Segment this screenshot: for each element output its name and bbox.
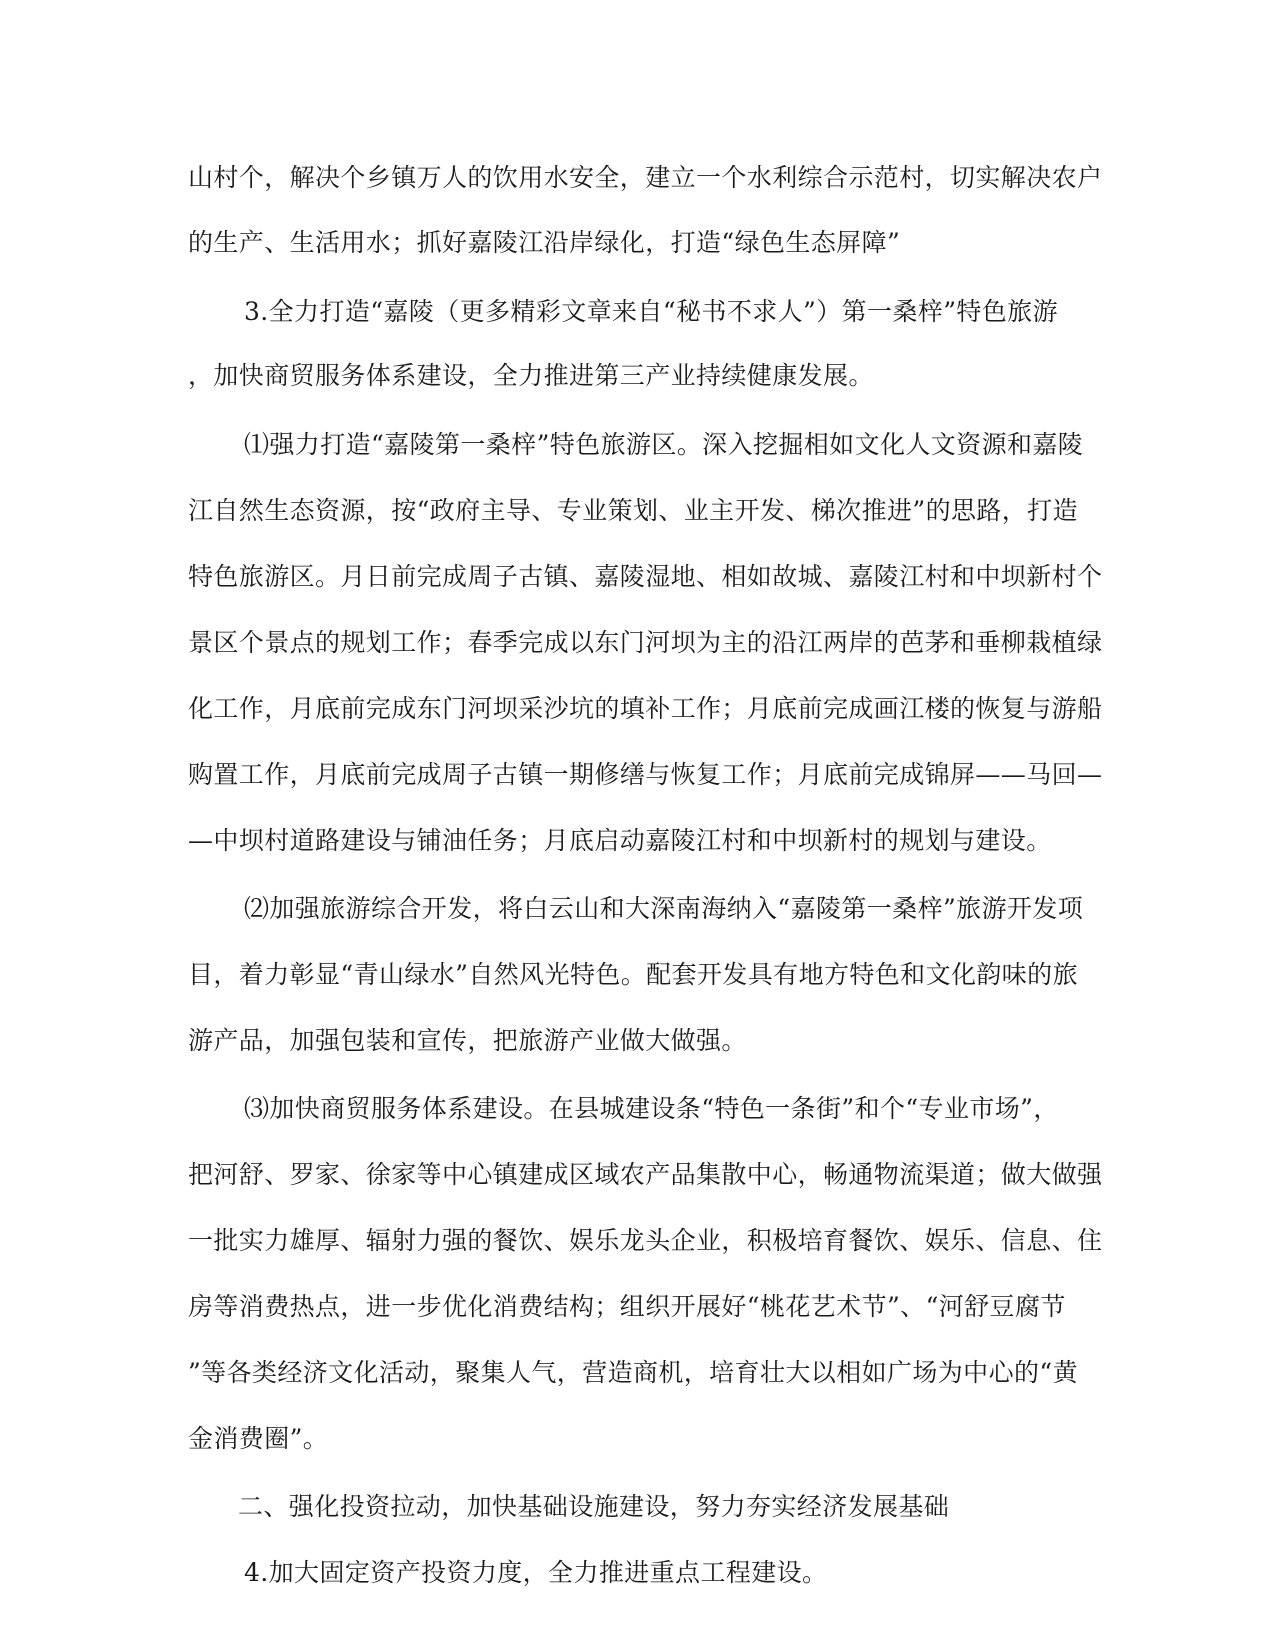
text-line: 景区个景点的规划工作；春季完成以东门河坝为主的沿江两岸的芭茅和垂柳栽植绿 [188,628,1103,657]
text-line: 江自然生态资源，按“政府主导、专业策划、业主开发、梯次推进”的思路，打造 [188,496,1078,525]
text-line: ”等各类经济文化活动，聚集人气，营造商机，培育壮大以相如广场为中心的“黄 [188,1358,1078,1387]
text-line: 购置工作，月底前完成周子古镇一期修缮与恢复工作；月底前完成锦屏——马回— [188,760,1103,789]
text-line: 游产品，加强包装和宣传，把旅游产业做大做强。 [188,1026,747,1055]
text-line: 化工作，月底前完成东门河坝采沙坑的填补工作；月底前完成画江楼的恢复与游船 [188,694,1103,723]
text-line: 一批实力雄厚、辐射力强的餐饮、娱乐龙头企业，积极培育餐饮、娱乐、信息、住 [188,1226,1103,1255]
text-line: ，加快商贸服务体系建设，全力推进第三产业持续健康发展。 [188,361,874,390]
text-line: 3.全力打造“嘉陵（更多精彩文章来自“秘书不求人”）第一桑梓”特色旅游 [244,297,1058,326]
text-line: 金消费圈”。 [188,1424,329,1453]
text-line: 特色旅游区。月日前完成周子古镇、嘉陵湿地、相如故城、嘉陵江村和中坝新村个 [188,562,1103,591]
text-line: —中坝村道路建设与铺油任务；月底启动嘉陵江村和中坝新村的规划与建设。 [188,826,1052,855]
text-line: ⑴强力打造“嘉陵第一桑梓”特色旅游区。深入挖掘相如文化人文资源和嘉陵 [244,430,1084,459]
text-line: 4.加大固定资产投资力度，全力推进重点工程建设。 [244,1558,828,1587]
text-line: ⑶加快商贸服务体系建设。在县城建设条“特色一条街”和个“专业市场”， [244,1094,1059,1123]
text-line: 把河舒、罗家、徐家等中心镇建成区域农产品集散中心，畅通物流渠道；做大做强 [188,1160,1103,1189]
section-heading: 二、强化投资拉动，加快基础设施建设，努力夯实经济发展基础 [238,1492,950,1521]
text-line: 山村个，解决个乡镇万人的饮用水安全，建立一个水利综合示范村，切实解决农户 [188,163,1103,192]
text-line: 的生产、生活用水；抓好嘉陵江沿岸绿化，打造“绿色生态屏障” [188,228,901,257]
text-line: 目，着力彰显“青山绿水”自然风光特色。配套开发具有地方特色和文化韵味的旅 [188,960,1078,989]
text-line: ⑵加强旅游综合开发，将白云山和大深南海纳入“嘉陵第一桑梓”旅游开发项 [244,894,1084,923]
text-line: 房等消费热点，进一步优化消费结构；组织开展好“桃花艺术节”、“河舒豆腐节 [188,1292,1066,1321]
